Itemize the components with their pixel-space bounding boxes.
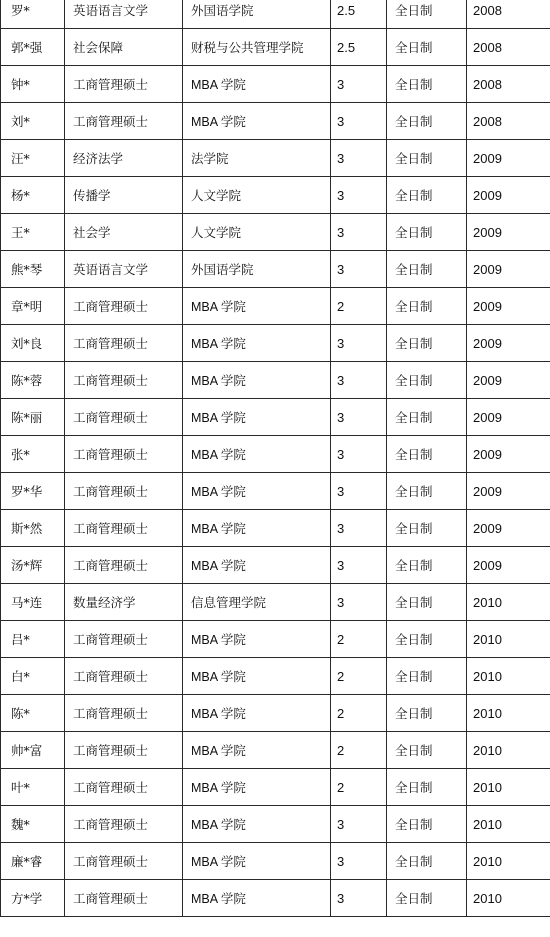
student-name-cell: 陈* — [1, 695, 65, 732]
student-name-cell: 帅*富 — [1, 732, 65, 769]
enrollment-year-cell: 2010 — [467, 621, 550, 658]
study-mode-cell: 全日制 — [387, 140, 467, 177]
major-cell: 工商管理硕士 — [65, 621, 183, 658]
table-row — [1, 658, 550, 695]
duration-cell: 2 — [331, 732, 387, 769]
duration-cell: 3 — [331, 103, 387, 140]
student-name-cell: 汤*辉 — [1, 547, 65, 584]
major-cell: 工商管理硕士 — [65, 473, 183, 510]
college-cell: MBA 学院 — [183, 732, 331, 769]
enrollment-year-cell: 2009 — [467, 510, 550, 547]
table-row — [1, 436, 550, 473]
major-cell: 工商管理硕士 — [65, 547, 183, 584]
duration-cell: 2 — [331, 695, 387, 732]
duration-cell: 3 — [331, 399, 387, 436]
table-row — [1, 325, 550, 362]
college-cell: MBA 学院 — [183, 547, 331, 584]
college-cell: 财税与公共管理学院 — [183, 29, 331, 66]
duration-cell: 3 — [331, 325, 387, 362]
enrollment-year-cell: 2009 — [467, 214, 550, 251]
college-cell: MBA 学院 — [183, 621, 331, 658]
table-body — [1, 0, 550, 917]
table-row — [1, 473, 550, 510]
study-mode-cell: 全日制 — [387, 251, 467, 288]
major-cell: 工商管理硕士 — [65, 325, 183, 362]
duration-cell: 3 — [331, 140, 387, 177]
student-name-cell: 方*学 — [1, 880, 65, 917]
study-mode-cell: 全日制 — [387, 436, 467, 473]
student-name-cell: 叶* — [1, 769, 65, 806]
enrollment-year-cell: 2010 — [467, 584, 550, 621]
student-name-cell: 钟* — [1, 66, 65, 103]
duration-cell: 2 — [331, 658, 387, 695]
duration-cell: 3 — [331, 66, 387, 103]
student-name-cell: 刘*良 — [1, 325, 65, 362]
student-name-cell: 章*明 — [1, 288, 65, 325]
duration-cell: 3 — [331, 584, 387, 621]
college-cell: MBA 学院 — [183, 288, 331, 325]
student-name-cell: 斯*然 — [1, 510, 65, 547]
study-mode-cell: 全日制 — [387, 658, 467, 695]
major-cell: 工商管理硕士 — [65, 695, 183, 732]
college-cell: MBA 学院 — [183, 473, 331, 510]
duration-cell: 3 — [331, 251, 387, 288]
table-row — [1, 547, 550, 584]
student-name-cell: 白* — [1, 658, 65, 695]
student-name-cell: 陈*蓉 — [1, 362, 65, 399]
study-mode-cell: 全日制 — [387, 621, 467, 658]
table-row — [1, 362, 550, 399]
enrollment-year-cell: 2009 — [467, 288, 550, 325]
enrollment-year-cell: 2010 — [467, 880, 550, 917]
college-cell: MBA 学院 — [183, 658, 331, 695]
major-cell: 英语语言文学 — [65, 0, 183, 29]
enrollment-year-cell: 2009 — [467, 140, 550, 177]
major-cell: 工商管理硕士 — [65, 510, 183, 547]
duration-cell: 3 — [331, 177, 387, 214]
study-mode-cell: 全日制 — [387, 843, 467, 880]
table-row — [1, 732, 550, 769]
study-mode-cell: 全日制 — [387, 399, 467, 436]
study-mode-cell: 全日制 — [387, 0, 467, 29]
table-row — [1, 140, 550, 177]
table-row — [1, 769, 550, 806]
college-cell: MBA 学院 — [183, 843, 331, 880]
enrollment-year-cell: 2009 — [467, 473, 550, 510]
enrollment-year-cell: 2008 — [467, 29, 550, 66]
study-mode-cell: 全日制 — [387, 806, 467, 843]
table-row — [1, 880, 550, 917]
college-cell: MBA 学院 — [183, 362, 331, 399]
major-cell: 社会学 — [65, 214, 183, 251]
enrollment-year-cell: 2010 — [467, 732, 550, 769]
study-mode-cell: 全日制 — [387, 214, 467, 251]
enrollment-year-cell: 2009 — [467, 325, 550, 362]
enrollment-year-cell: 2009 — [467, 436, 550, 473]
study-mode-cell: 全日制 — [387, 473, 467, 510]
college-cell: MBA 学院 — [183, 510, 331, 547]
study-mode-cell: 全日制 — [387, 103, 467, 140]
student-name-cell: 郭*强 — [1, 29, 65, 66]
enrollment-year-cell: 2008 — [467, 66, 550, 103]
enrollment-year-cell: 2009 — [467, 177, 550, 214]
major-cell: 英语语言文学 — [65, 251, 183, 288]
study-mode-cell: 全日制 — [387, 880, 467, 917]
duration-cell: 2 — [331, 621, 387, 658]
college-cell: MBA 学院 — [183, 769, 331, 806]
enrollment-year-cell: 2009 — [467, 251, 550, 288]
major-cell: 工商管理硕士 — [65, 103, 183, 140]
student-name-cell: 陈*丽 — [1, 399, 65, 436]
major-cell: 传播学 — [65, 177, 183, 214]
table-row — [1, 288, 550, 325]
college-cell: MBA 学院 — [183, 880, 331, 917]
duration-cell: 2.5 — [331, 0, 387, 29]
table-row — [1, 584, 550, 621]
table-row — [1, 806, 550, 843]
study-mode-cell: 全日制 — [387, 29, 467, 66]
major-cell: 工商管理硕士 — [65, 66, 183, 103]
study-mode-cell: 全日制 — [387, 177, 467, 214]
college-cell: 信息管理学院 — [183, 584, 331, 621]
major-cell: 工商管理硕士 — [65, 806, 183, 843]
study-mode-cell: 全日制 — [387, 288, 467, 325]
table-row — [1, 843, 550, 880]
duration-cell: 3 — [331, 436, 387, 473]
duration-cell: 3 — [331, 510, 387, 547]
enrollment-year-cell: 2008 — [467, 0, 550, 29]
duration-cell: 3 — [331, 880, 387, 917]
student-name-cell: 吕* — [1, 621, 65, 658]
college-cell: 法学院 — [183, 140, 331, 177]
student-name-cell: 王* — [1, 214, 65, 251]
student-name-cell: 杨* — [1, 177, 65, 214]
enrollment-year-cell: 2010 — [467, 843, 550, 880]
student-name-cell: 刘* — [1, 103, 65, 140]
enrollment-year-cell: 2010 — [467, 695, 550, 732]
enrollment-year-cell: 2009 — [467, 547, 550, 584]
college-cell: MBA 学院 — [183, 66, 331, 103]
duration-cell: 2.5 — [331, 29, 387, 66]
college-cell: MBA 学院 — [183, 436, 331, 473]
study-mode-cell: 全日制 — [387, 66, 467, 103]
student-name-cell: 罗*华 — [1, 473, 65, 510]
study-mode-cell: 全日制 — [387, 362, 467, 399]
student-name-cell: 罗* — [1, 0, 65, 29]
college-cell: 外国语学院 — [183, 251, 331, 288]
enrollment-year-cell: 2009 — [467, 362, 550, 399]
study-mode-cell: 全日制 — [387, 695, 467, 732]
major-cell: 数量经济学 — [65, 584, 183, 621]
study-mode-cell: 全日制 — [387, 547, 467, 584]
student-name-cell: 廉*睿 — [1, 843, 65, 880]
major-cell: 工商管理硕士 — [65, 769, 183, 806]
major-cell: 工商管理硕士 — [65, 732, 183, 769]
table-row — [1, 695, 550, 732]
student-name-cell: 魏* — [1, 806, 65, 843]
study-mode-cell: 全日制 — [387, 510, 467, 547]
college-cell: MBA 学院 — [183, 399, 331, 436]
duration-cell: 2 — [331, 769, 387, 806]
major-cell: 工商管理硕士 — [65, 880, 183, 917]
college-cell: MBA 学院 — [183, 325, 331, 362]
duration-cell: 3 — [331, 362, 387, 399]
study-mode-cell: 全日制 — [387, 769, 467, 806]
college-cell: 外国语学院 — [183, 0, 331, 29]
enrollment-year-cell: 2008 — [467, 103, 550, 140]
duration-cell: 3 — [331, 214, 387, 251]
major-cell: 工商管理硕士 — [65, 843, 183, 880]
student-name-cell: 汪* — [1, 140, 65, 177]
table-row — [1, 510, 550, 547]
college-cell: MBA 学院 — [183, 695, 331, 732]
table-row — [1, 621, 550, 658]
college-cell: MBA 学院 — [183, 103, 331, 140]
enrollment-year-cell: 2010 — [467, 769, 550, 806]
enrollment-year-cell: 2010 — [467, 658, 550, 695]
major-cell: 工商管理硕士 — [65, 288, 183, 325]
major-cell: 社会保障 — [65, 29, 183, 66]
enrollment-year-cell: 2010 — [467, 806, 550, 843]
study-mode-cell: 全日制 — [387, 732, 467, 769]
study-mode-cell: 全日制 — [387, 584, 467, 621]
table-row — [1, 251, 550, 288]
duration-cell: 2 — [331, 288, 387, 325]
duration-cell: 3 — [331, 843, 387, 880]
table-row — [1, 29, 550, 66]
table-row — [1, 103, 550, 140]
study-mode-cell: 全日制 — [387, 325, 467, 362]
duration-cell: 3 — [331, 473, 387, 510]
college-cell: MBA 学院 — [183, 806, 331, 843]
table-row — [1, 214, 550, 251]
table-row — [1, 0, 550, 29]
major-cell: 工商管理硕士 — [65, 399, 183, 436]
student-name-cell: 张* — [1, 436, 65, 473]
major-cell: 工商管理硕士 — [65, 362, 183, 399]
table-row — [1, 66, 550, 103]
college-cell: 人文学院 — [183, 214, 331, 251]
duration-cell: 3 — [331, 806, 387, 843]
major-cell: 经济法学 — [65, 140, 183, 177]
student-name-cell: 马*连 — [1, 584, 65, 621]
table-row — [1, 177, 550, 214]
major-cell: 工商管理硕士 — [65, 658, 183, 695]
college-cell: 人文学院 — [183, 177, 331, 214]
enrollment-year-cell: 2009 — [467, 399, 550, 436]
table-row — [1, 399, 550, 436]
student-name-cell: 熊*琴 — [1, 251, 65, 288]
major-cell: 工商管理硕士 — [65, 436, 183, 473]
duration-cell: 3 — [331, 547, 387, 584]
